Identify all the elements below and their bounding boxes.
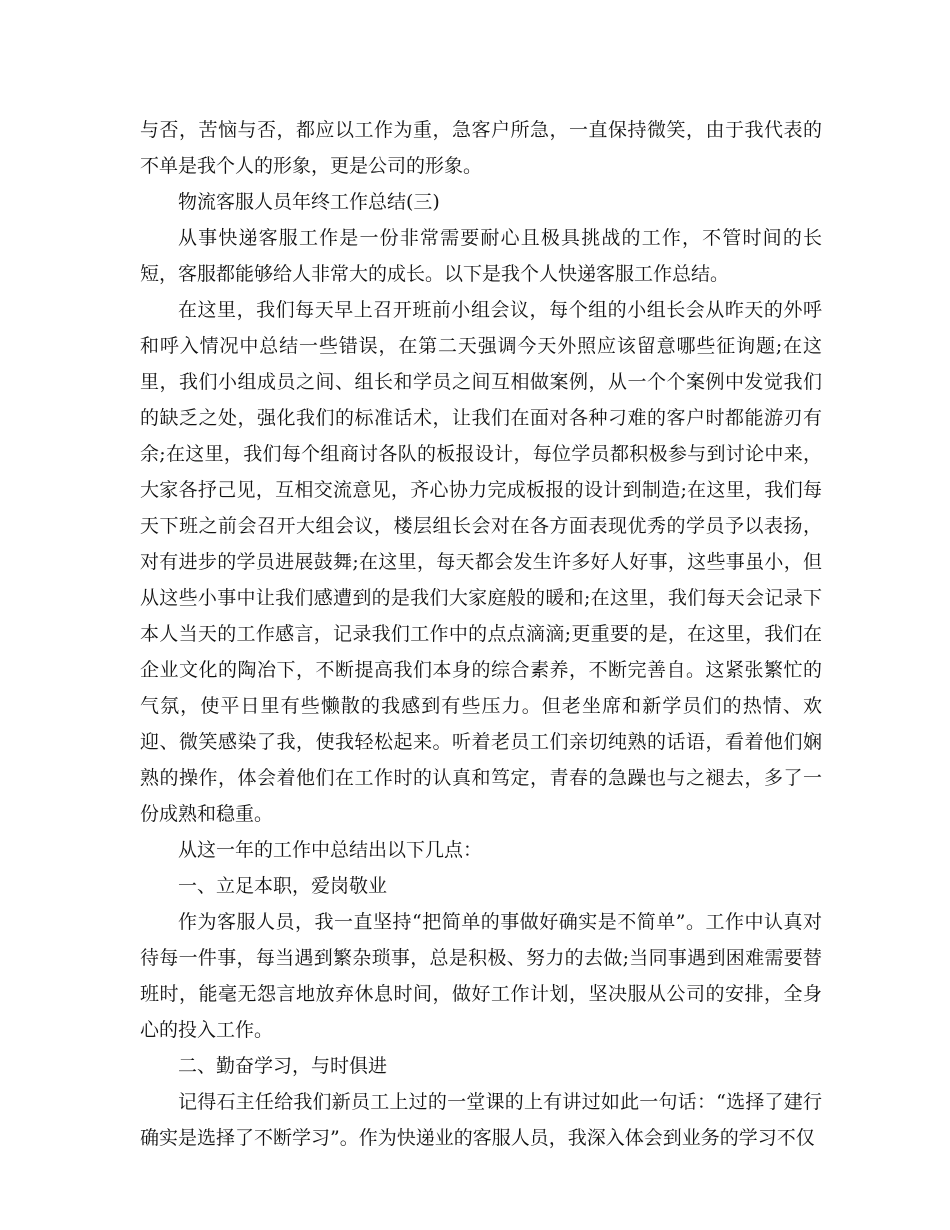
paragraph-intro: 从事快递客服工作是一份非常需要耐心且极具挑战的工作，不管时间的长短，客服都能够给人非常大的成长。以下是我个人快递客服工作总结。 [140, 227, 822, 285]
section-title: 物流客服人员年终工作总结(三) [178, 191, 440, 213]
paragraph-point-two: 记得石主任给我们新员工上过的一堂课的上有讲过如此一句话：“选择了建行确实是选择了不断学习”。作为快递业的客服人员，我深入体会到业务的学习不仅 [140, 1091, 822, 1149]
paragraph-point-one: 作为客服人员，我一直坚持“把简单的事做好确实是不简单”。工作中认真对待每一件事，每当遇到繁杂琐事，总是积极、努力的去做;当同事遇到困难需要替班时，能毫无怨言地放弃休息时间，做好工作计划，坚决服从公司的安排，全身心的投入工作。 [140, 911, 822, 1041]
paragraph-main: 在这里，我们每天早上召开班前小组会议，每个组的小组长会从昨天的外呼和呼入情况中总结一些错误，在第二天强调今天外照应该留意哪些征询题;在这里，我们小组成员之间、组长和学员之间互相做案例，从一个个案例中发觉我们的缺乏之处，强化我们的标准话术，让我们在面对各种刁难的客户时都能游刃有余;在这里，我们每个组商讨各队的板报设计，每位学员都积极参与到讨论中来，大家各抒己见，互相交流意见，齐心协力完成板报的设计到制造;在这里，我们每天下班之前会召开大组会议，楼层组长会对在各方面表现优秀的学员予以表扬，对有进步的学员进展鼓舞;在这里，每天都会发生许多好人好事，这些事虽小，但从这些小事中让我们感遭到的是我们大家庭般的暖和;在这里，我们每天会记录下本人当天的工作感言，记录我们工作中的点点滴滴;更重要的是，在这里，我们在企业文化的陶冶下，不断提高我们本身的综合素养，不断完善自。这紧张繁忙的气氛，使平日里有些懒散的我感到有些压力。但老坐席和新学员们的热情、欢迎、微笑感染了我，使我轻松起来。听着老员工们亲切纯熟的话语，看着他们娴熟的操作，体会着他们在工作时的认真和笃定，青春的急躁也与之褪去，多了一份成熟和稳重。 [140, 299, 822, 825]
heading-point-one: 一、立足本职，爱岗敬业 [178, 875, 388, 897]
document-body [140, 112, 822, 1156]
heading-point-two: 二、勤奋学习，与时俱进 [178, 1055, 388, 1077]
paragraph-summary-lead: 从这一年的工作中总结出以下几点： [178, 839, 483, 861]
paragraph-continuation: 与否，苦恼与否，都应以工作为重，急客户所急，一直保持微笑，由于我代表的不单是我个人的形象，更是公司的形象。 [140, 119, 822, 177]
